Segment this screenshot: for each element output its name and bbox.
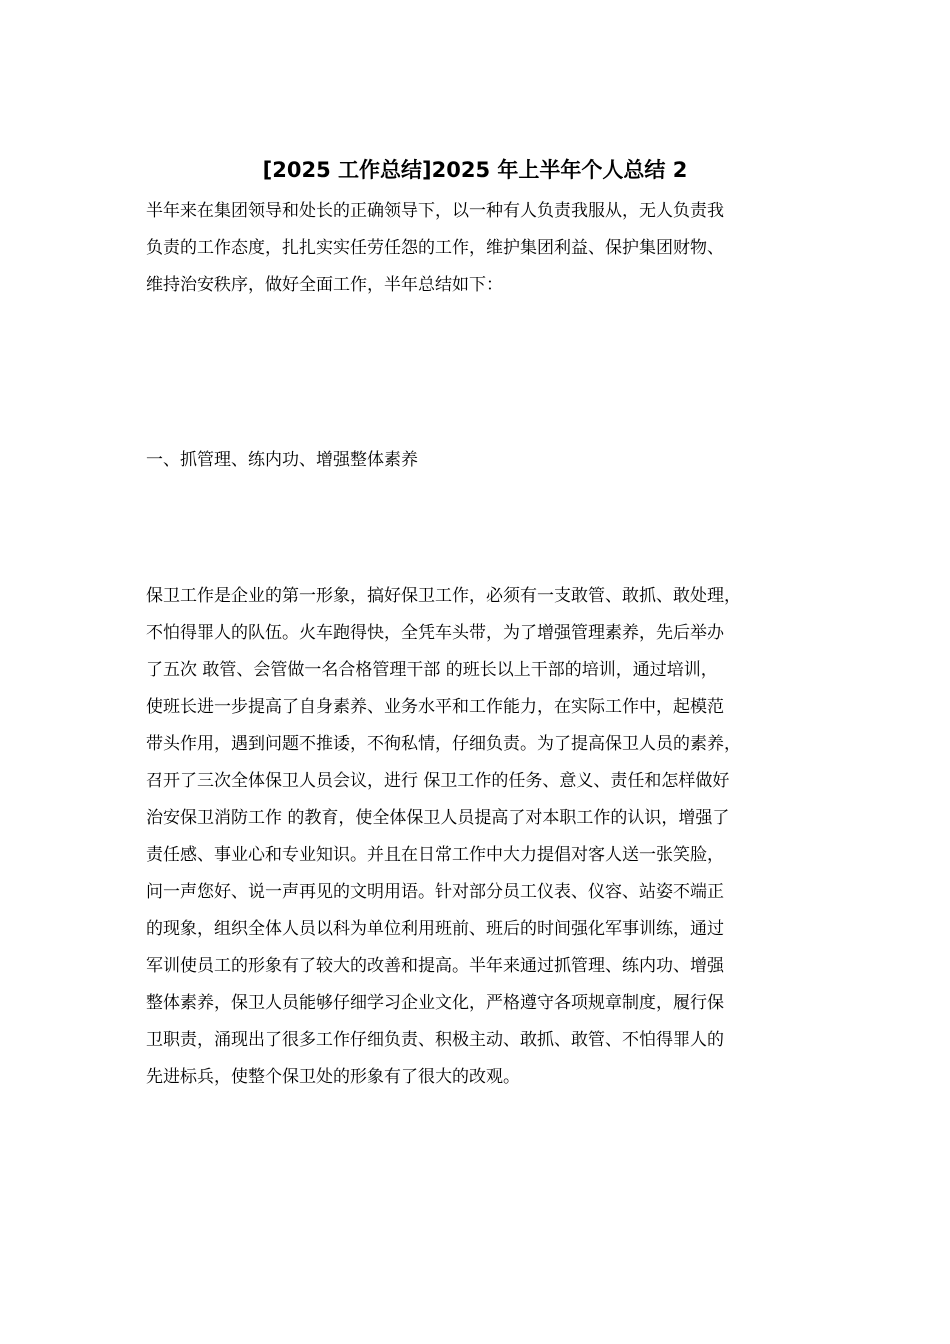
body-line: 带头作用，遇到问题不推诿，不徇私情，仔细负责。为了提高保卫人员的素养， [146, 734, 741, 754]
body-line: 了五次 敢管、会管做一名合格管理干部 的班长以上干部的培训，通过培训， [146, 660, 718, 680]
body-line: 的现象，组织全体人员以科为单位利用班前、班后的时间强化军事训练，通过 [146, 919, 724, 939]
body-line: 责任感、事业心和专业知识。并且在日常工作中大力提倡对客人送一张笑脸， [146, 845, 724, 865]
intro-line: 维持治安秩序，做好全面工作，半年总结如下： [146, 275, 503, 295]
document-title: [2025 工作总结]2025 年上半年个人总结 2 [262, 158, 688, 182]
section-heading: 一、抓管理、练内功、增强整体素养 [146, 450, 418, 470]
body-line: 军训使员工的形象有了较大的改善和提高。半年来通过抓管理、练内功、增强 [146, 956, 724, 976]
body-line: 召开了三次全体保卫人员会议，进行 保卫工作的任务、意义、责任和怎样做好 [146, 771, 730, 791]
body-line: 保卫工作是企业的第一形象，搞好保卫工作，必须有一支敢管、敢抓、敢处理， [146, 586, 741, 606]
body-line: 治安保卫消防工作 的教育，使全体保卫人员提高了对本职工作的认识，增强了 [146, 808, 730, 828]
intro-line: 负责的工作态度，扎扎实实任劳任怨的工作，维护集团利益、保护集团财物、 [146, 238, 724, 258]
body-line: 问一声您好、说一声再见的文明用语。针对部分员工仪表、仪容、站姿不端正 [146, 882, 724, 902]
body-line: 先进标兵，使整个保卫处的形象有了很大的改观。 [146, 1067, 520, 1087]
intro-line: 半年来在集团领导和处长的正确领导下，以一种有人负责我服从，无人负责我 [146, 201, 724, 221]
body-line: 不怕得罪人的队伍。火车跑得快，全凭车头带，为了增强管理素养，先后举办 [146, 623, 724, 643]
body-line: 整体素养，保卫人员能够仔细学习企业文化，严格遵守各项规章制度，履行保 [146, 993, 724, 1013]
body-line: 使班长进一步提高了自身素养、业务水平和工作能力，在实际工作中，起模范 [146, 697, 724, 717]
body-line: 卫职责，涌现出了很多工作仔细负责、积极主动、敢抓、敢管、不怕得罪人的 [146, 1030, 724, 1050]
